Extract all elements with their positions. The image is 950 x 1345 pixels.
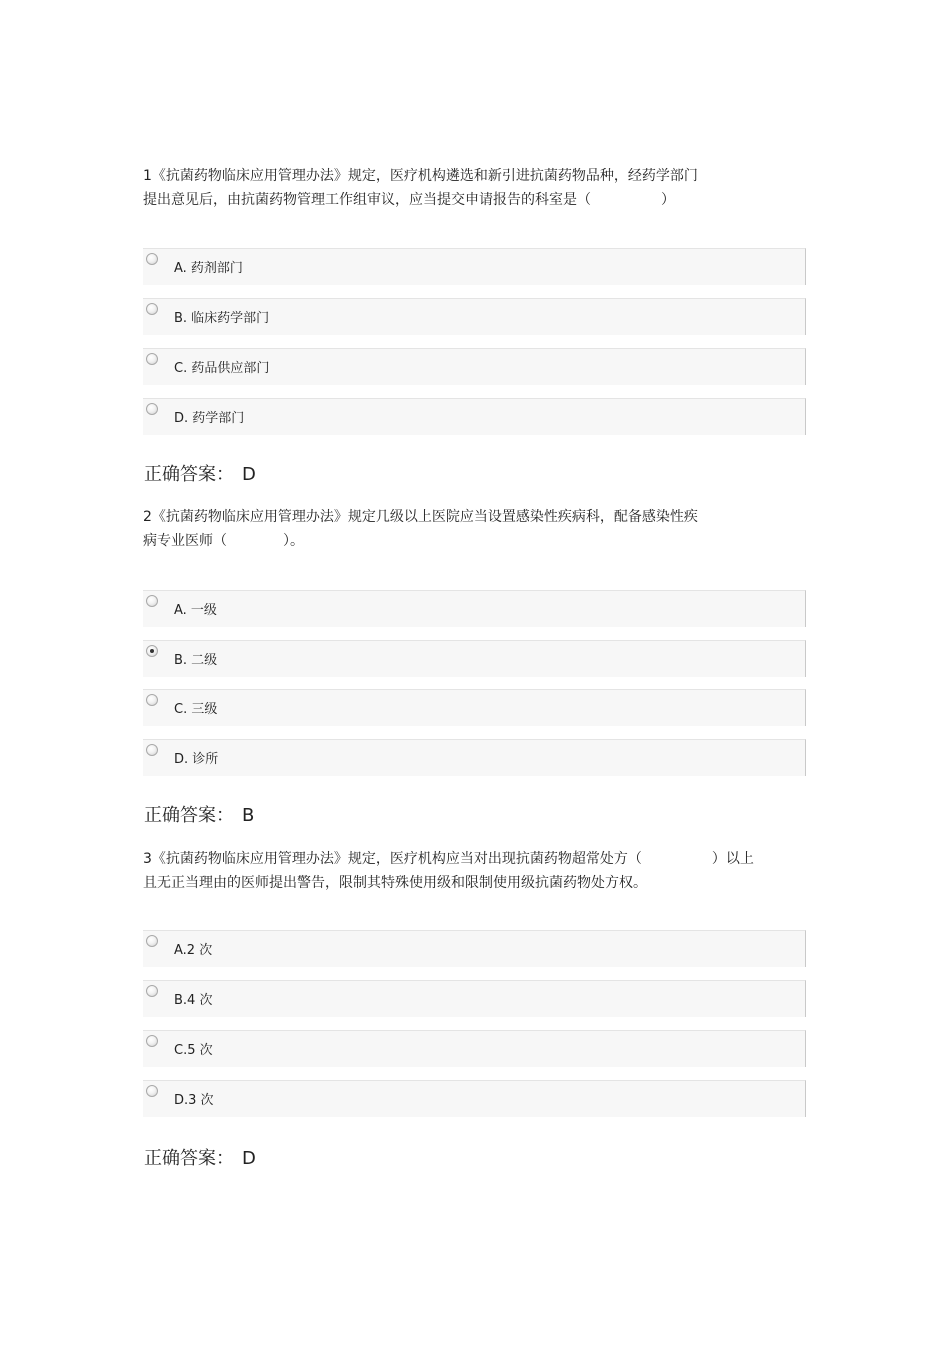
radio-icon[interactable]: [146, 1035, 158, 1047]
option-label: D. 药学部门: [174, 411, 245, 426]
question-3-option-c[interactable]: [143, 1030, 806, 1067]
question-2-option-c[interactable]: [143, 689, 806, 726]
question-3-line1: 3《抗菌药物临床应用管理办法》规定，医疗机构应当对出现抗菌药物超常处方（ ）以上: [143, 851, 754, 867]
question-2-option-b[interactable]: [143, 640, 806, 677]
question-2-correct-answer: [144, 801, 254, 827]
radio-icon[interactable]: [146, 744, 158, 756]
option-label: B. 临床药学部门: [174, 311, 270, 326]
question-2-text: [143, 505, 813, 553]
radio-icon[interactable]: [146, 694, 158, 706]
question-3-text: [143, 847, 813, 895]
option-label: C. 药品供应部门: [174, 361, 270, 376]
question-1-line2: 提出意见后，由抗菌药物管理工作组审议，应当提交申请报告的科室是（ ）: [143, 192, 675, 208]
radio-icon[interactable]: [146, 595, 158, 607]
option-label: A. 药剂部门: [174, 261, 243, 276]
answer-label: 正确答案：: [144, 464, 234, 485]
option-label: A. 一级: [174, 603, 217, 618]
radio-icon[interactable]: [146, 303, 158, 315]
answer-label: 正确答案：: [144, 805, 234, 826]
question-1-option-d[interactable]: [143, 398, 806, 435]
radio-icon[interactable]: [146, 1085, 158, 1097]
radio-icon[interactable]: [146, 253, 158, 265]
question-3-line2: 且无正当理由的医师提出警告，限制其特殊使用级和限制使用级抗菌药物处方权。: [143, 875, 647, 891]
option-label: D. 诊所: [174, 752, 219, 767]
option-label: C. 三级: [174, 702, 218, 717]
radio-icon[interactable]: [146, 935, 158, 947]
option-label: C.5 次: [174, 1043, 213, 1058]
question-1-option-a[interactable]: [143, 248, 806, 285]
answer-label: 正确答案：: [144, 1148, 234, 1169]
answer-value: B: [242, 805, 255, 826]
question-1-option-c[interactable]: [143, 348, 806, 385]
question-3-correct-answer: [144, 1144, 256, 1170]
option-label: B.4 次: [174, 993, 213, 1008]
radio-icon[interactable]: [146, 985, 158, 997]
question-3-option-b[interactable]: [143, 980, 806, 1017]
radio-selected-icon[interactable]: [146, 645, 158, 657]
question-2-option-a[interactable]: [143, 590, 806, 627]
option-label: A.2 次: [174, 943, 213, 958]
question-3-option-a[interactable]: [143, 930, 806, 967]
question-2-line1: 2《抗菌药物临床应用管理办法》规定几级以上医院应当设置感染性疾病科，配备感染性疾: [143, 509, 698, 525]
question-1-correct-answer: [144, 460, 256, 486]
radio-icon[interactable]: [146, 353, 158, 365]
question-2-option-d[interactable]: [143, 739, 806, 776]
answer-value: D: [242, 1148, 256, 1169]
option-label: D.3 次: [174, 1093, 214, 1108]
question-1-line1: 1《抗菌药物临床应用管理办法》规定，医疗机构遴选和新引进抗菌药物品种，经药学部门: [143, 168, 698, 184]
question-2-line2: 病专业医师（ ）。: [143, 533, 304, 549]
question-3-option-d[interactable]: [143, 1080, 806, 1117]
answer-value: D: [242, 464, 256, 485]
question-1-text: [143, 164, 813, 212]
radio-icon[interactable]: [146, 403, 158, 415]
option-label: B. 二级: [174, 653, 218, 668]
question-1-option-b[interactable]: [143, 298, 806, 335]
